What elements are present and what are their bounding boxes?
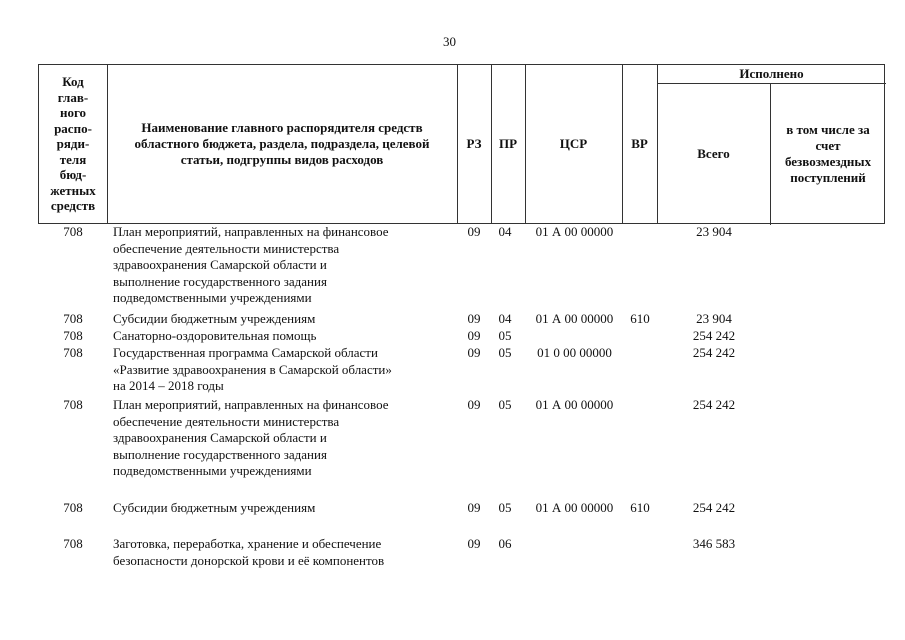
cell-name	[113, 328, 453, 345]
cell-csr: 01 А 00 00000	[535, 397, 614, 412]
header-vr	[622, 65, 657, 223]
cell-csr: 01 А 00 00000	[535, 224, 614, 239]
name-line: Субсидии бюджетным учреждениям	[113, 311, 316, 326]
cell-total: 254 242	[692, 345, 736, 360]
cell-csr: 01 0 00 00000	[537, 345, 612, 360]
name-line: выполнение государственного задания	[113, 273, 327, 289]
cell-pr: 04	[498, 311, 512, 326]
page-number: 30	[443, 34, 456, 49]
cell-csr: 01 А 00 00000	[535, 500, 614, 515]
cell-name	[113, 536, 453, 569]
header-incl-free-text: в том числе за счет безвозмездных поступлений	[784, 122, 872, 185]
cell-rz: 09	[467, 397, 481, 412]
name-line: План мероприятий, направленных на финансовое	[113, 224, 389, 239]
header-incl-free	[770, 83, 886, 225]
cell-total: 346 583	[692, 536, 736, 551]
name-line: Санаторно-оздоровительная помощь	[113, 328, 317, 343]
header-code-line: ряди-	[56, 136, 90, 152]
header-code-line: средств	[50, 198, 96, 214]
header-total-text: Всего	[697, 146, 730, 161]
name-line: здравоохранения Самарской области и	[113, 430, 327, 445]
name-line: на 2014 – 2018 годы	[113, 378, 224, 393]
cell-name	[113, 397, 453, 480]
name-line: обеспечение деятельности министерства	[113, 240, 340, 256]
cell-code: 708	[63, 328, 83, 343]
cell-pr: 05	[498, 328, 512, 343]
header-code-line: ного	[59, 105, 87, 121]
header-name-text: Наименование главного распорядителя средств областного бюджета, раздела, подраздела, целевой статьи, подгруппы видов расходов	[134, 120, 430, 167]
header-code-line: бюд-	[59, 167, 87, 183]
cell-total: 23 904	[696, 311, 732, 326]
cell-name	[113, 311, 453, 328]
header-code-line: распо-	[54, 120, 92, 136]
cell-pr: 05	[498, 345, 512, 360]
cell-total: 254 242	[692, 500, 736, 515]
name-line: безопасности донорской крови и её компонентов	[113, 552, 385, 568]
cell-code: 708	[63, 311, 83, 326]
header-vr-text: ВР	[631, 136, 648, 151]
name-line: здравоохранения Самарской области и	[113, 257, 327, 272]
cell-pr: 04	[498, 224, 512, 239]
header-total	[657, 83, 770, 225]
cell-name	[113, 224, 453, 307]
cell-total: 254 242	[692, 328, 736, 343]
cell-total: 23 904	[696, 224, 732, 239]
cell-rz: 09	[467, 224, 481, 239]
cell-rz: 09	[467, 328, 481, 343]
name-line: обеспечение деятельности министерства	[113, 413, 340, 429]
header-pr-text: ПР	[498, 136, 518, 151]
header-code-line: глав-	[57, 89, 89, 105]
cell-code: 708	[63, 345, 83, 360]
header-executed-text: Исполнено	[739, 66, 804, 81]
cell-name	[113, 500, 453, 517]
cell-code: 708	[63, 500, 83, 515]
header-code-line: Код	[62, 74, 84, 90]
cell-code: 708	[63, 397, 83, 412]
cell-csr: 01 А 00 00000	[535, 311, 614, 326]
name-line: подведомственными учреждениями	[113, 463, 312, 478]
header-code-text	[50, 74, 96, 214]
cell-vr: 610	[630, 500, 650, 515]
header-code-line: теля	[59, 151, 87, 167]
header-rz-text: РЗ	[466, 136, 482, 151]
cell-code: 708	[63, 536, 83, 551]
cell-rz: 09	[467, 311, 481, 326]
header-code-line: жетных	[50, 182, 96, 198]
name-line: Государственная программа Самарской области	[113, 345, 378, 360]
header-code	[39, 65, 107, 223]
cell-name	[113, 345, 453, 395]
cell-rz: 09	[467, 500, 481, 515]
cell-rz: 09	[467, 345, 481, 360]
header-pr	[491, 65, 525, 223]
cell-pr: 05	[498, 397, 512, 412]
cell-pr: 06	[498, 536, 512, 551]
header-executed	[657, 65, 886, 83]
cell-code: 708	[63, 224, 83, 239]
name-line: подведомственными учреждениями	[113, 290, 312, 305]
cell-rz: 09	[467, 536, 481, 551]
header-rz	[457, 65, 491, 223]
header-csr-text: ЦСР	[559, 136, 588, 151]
header-csr	[525, 65, 622, 223]
name-line: выполнение государственного задания	[113, 446, 327, 462]
cell-pr: 05	[498, 500, 512, 515]
name-line: План мероприятий, направленных на финансовое	[113, 397, 389, 412]
name-line: «Развитие здравоохранения в Самарской области»	[113, 361, 392, 377]
name-line: Субсидии бюджетным учреждениям	[113, 500, 316, 515]
cell-total: 254 242	[692, 397, 736, 412]
name-line: Заготовка, переработка, хранение и обеспечение	[113, 536, 382, 551]
table-header	[38, 64, 885, 224]
cell-vr: 610	[630, 311, 650, 326]
header-name	[107, 65, 457, 223]
